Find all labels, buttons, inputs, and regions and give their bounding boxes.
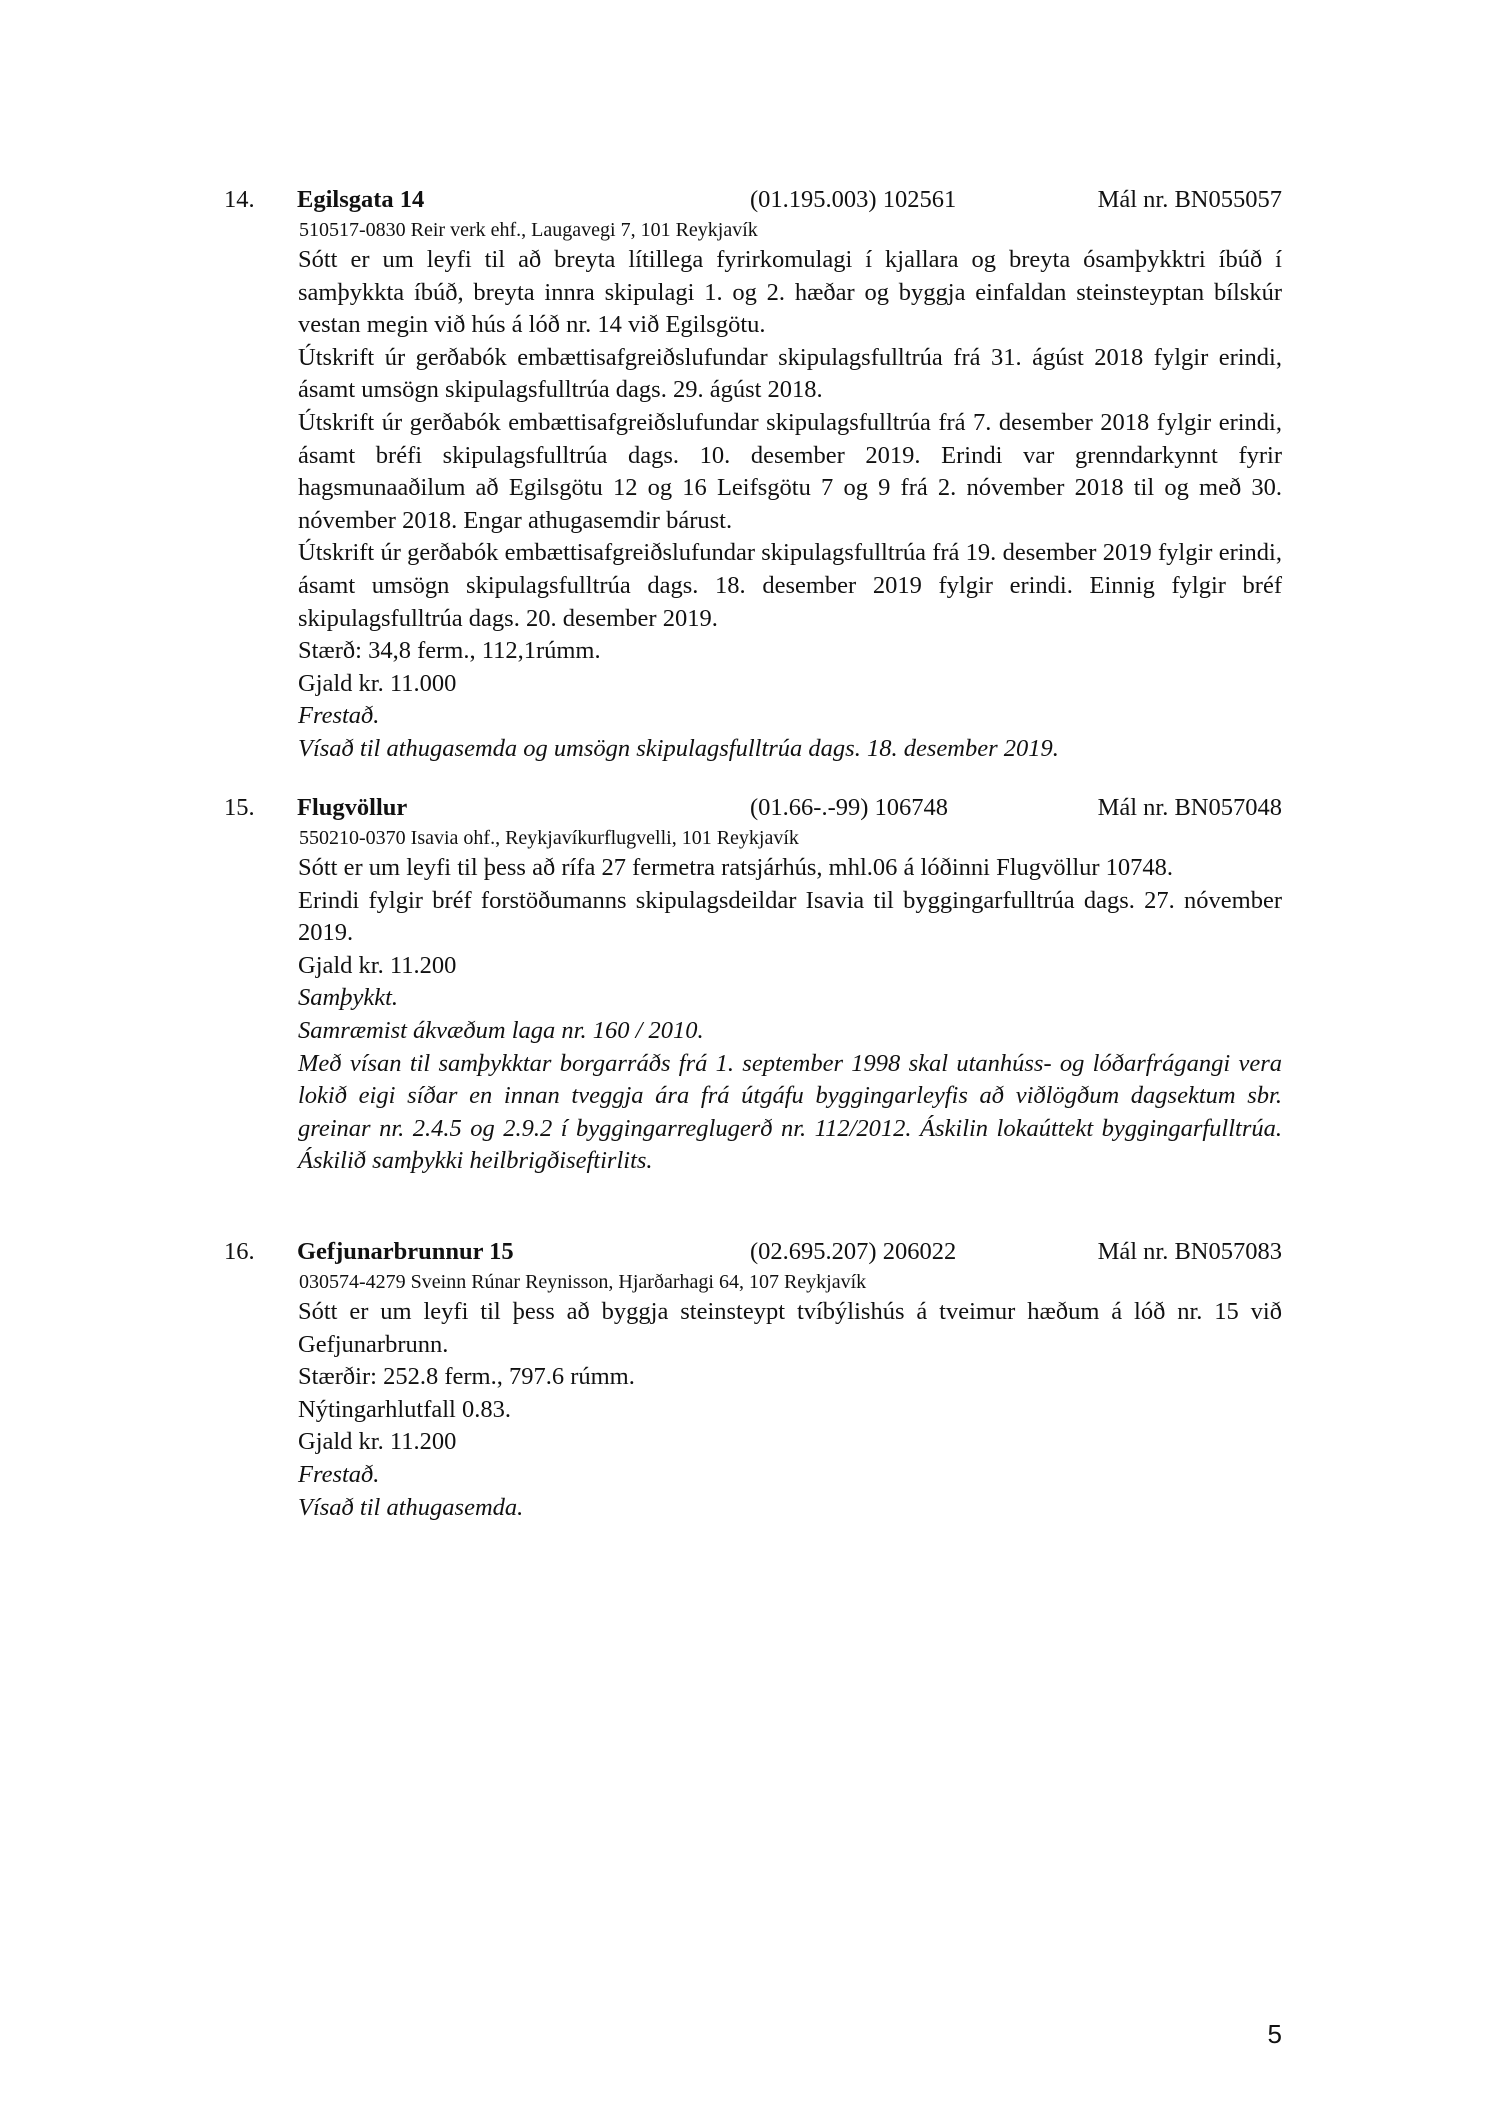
- property-code: (01.66-.-99) 106748: [750, 794, 949, 821]
- paragraph: Sótt er um leyfi til þess að rífa 27 fermetra ratsjárhús, mhl.06 á lóðinni Flugvöllur 10748.: [298, 854, 1174, 881]
- decision-note: Samræmist ákvæðum laga nr. 160 / 2010.: [298, 1016, 704, 1044]
- fee: Gjald kr. 11.000: [298, 669, 457, 697]
- case-number: Mál nr. BN057083: [1097, 1238, 1282, 1265]
- item-title: Gefjunarbrunnur 15: [297, 1238, 514, 1265]
- item-title: Egilsgata 14: [297, 186, 425, 213]
- agenda-item-15: [0, 791, 1500, 1178]
- paragraph: Útskrift úr gerðabók embættisafgreiðslufundar skipulagsfulltrúa frá 19. desember 2019 fylgir erindi, ásamt umsögn skipulagsfulltrúa dags. 18. desember 2019 fylgir erindi. Einnig fylgir bréf skipulagsfulltrúa dags. 20. desember 2019.: [298, 539, 1282, 632]
- paragraph: Sótt er um leyfi til þess að byggja steinsteypt tvíbýlishús á tveimur hæðum á lóð nr. 15 við Gefjunarbrunn.: [298, 1298, 1282, 1358]
- paragraph: Nýtingarhlutfall 0.83.: [298, 1395, 511, 1423]
- decision: Frestað.: [298, 702, 380, 730]
- case-number: Mál nr. BN055057: [1097, 186, 1282, 213]
- applicant: 030574-4279 Sveinn Rúnar Reynisson, Hjarðarhagi 64, 107 Reykjavík: [299, 1271, 867, 1293]
- fee: Gjald kr. 11.200: [298, 951, 457, 979]
- item-header: [0, 1235, 1500, 1269]
- paragraph: Stærðir: 252.8 ferm., 797.6 rúmm.: [298, 1363, 635, 1391]
- item-body: [298, 244, 1282, 766]
- decision: Frestað.: [298, 1460, 380, 1488]
- agenda-item-16: [0, 1235, 1500, 1524]
- item-number: 15.: [224, 794, 255, 821]
- applicant: 550210-0370 Isavia ohf., Reykjavíkurflugvelli, 101 Reykjavík: [299, 827, 799, 849]
- fee: Gjald kr. 11.200: [298, 1428, 457, 1456]
- decision-note: Vísað til athugasemda og umsögn skipulagsfulltrúa dags. 18. desember 2019.: [298, 734, 1059, 762]
- item-header: [0, 791, 1500, 825]
- agenda-item-14: [0, 183, 1500, 766]
- applicant: 510517-0830 Reir verk ehf., Laugavegi 7, 101 Reykjavík: [299, 219, 758, 241]
- item-body: [298, 852, 1282, 1178]
- decision-note: Vísað til athugasemda.: [298, 1493, 524, 1521]
- paragraph: Erindi fylgir bréf forstöðumanns skipulagsdeildar Isavia til byggingarfulltrúa dags. 27. nóvember 2019.: [298, 886, 1282, 947]
- property-code: (01.195.003) 102561: [750, 186, 957, 213]
- paragraph: Útskrift úr gerðabók embættisafgreiðslufundar skipulagsfulltrúa frá 31. ágúst 2018 fylgir erindi, ásamt umsögn skipulagsfulltrúa dags. 29. ágúst 2018.: [298, 343, 1282, 404]
- paragraph: Útskrift úr gerðabók embættisafgreiðslufundar skipulagsfulltrúa frá 7. desember 2018 fylgir erindi, ásamt bréfi skipulagsfulltrúa dags. 10. desember 2019. Erindi var grenndarkynnt fyrir hagsmunaaðilum að Egilsgötu 12 og 16 Leifsgötu 7 og 9 frá 2. nóvember 2018 til og með 30. nóvember 2018. Engar athugasemdir bárust.: [298, 408, 1282, 534]
- item-number: 16.: [224, 1238, 255, 1265]
- paragraph: Stærð: 34,8 ferm., 112,1rúmm.: [298, 637, 601, 665]
- decision: Samþykkt.: [298, 984, 398, 1012]
- paragraph: Sótt er um leyfi til að breyta lítillega fyrirkomulagi í kjallara og breyta ósamþykktri íbúð í samþykkta íbúð, breyta innra skipulagi 1. og 2. hæðar og byggja einfaldan steinsteyptan bílskúr vestan megin við hús á lóð nr. 14 við Egilsgötu.: [298, 246, 1282, 339]
- item-title: Flugvöllur: [297, 794, 408, 821]
- item-body: [298, 1296, 1282, 1524]
- property-code: (02.695.207) 206022: [750, 1238, 957, 1265]
- decision-note: Með vísan til samþykktar borgarráðs frá 1. september 1998 skal utanhúss- og lóðarfrágangi vera lokið eigi síðar en innan tveggja ára frá útgáfu byggingarleyfis að viðlögðum dagsektum sbr. greinar nr. 2.4.5 og 2.9.2 í byggingarreglugerð nr. 112/2012. Áskilin lokaúttekt byggingarfulltrúa. Áskilið samþykki heilbrigðiseftirlits.: [298, 1049, 1282, 1175]
- case-number: Mál nr. BN057048: [1097, 794, 1282, 821]
- item-number: 14.: [224, 186, 255, 213]
- page-number: 5: [1267, 2019, 1282, 2049]
- item-header: [0, 183, 1500, 217]
